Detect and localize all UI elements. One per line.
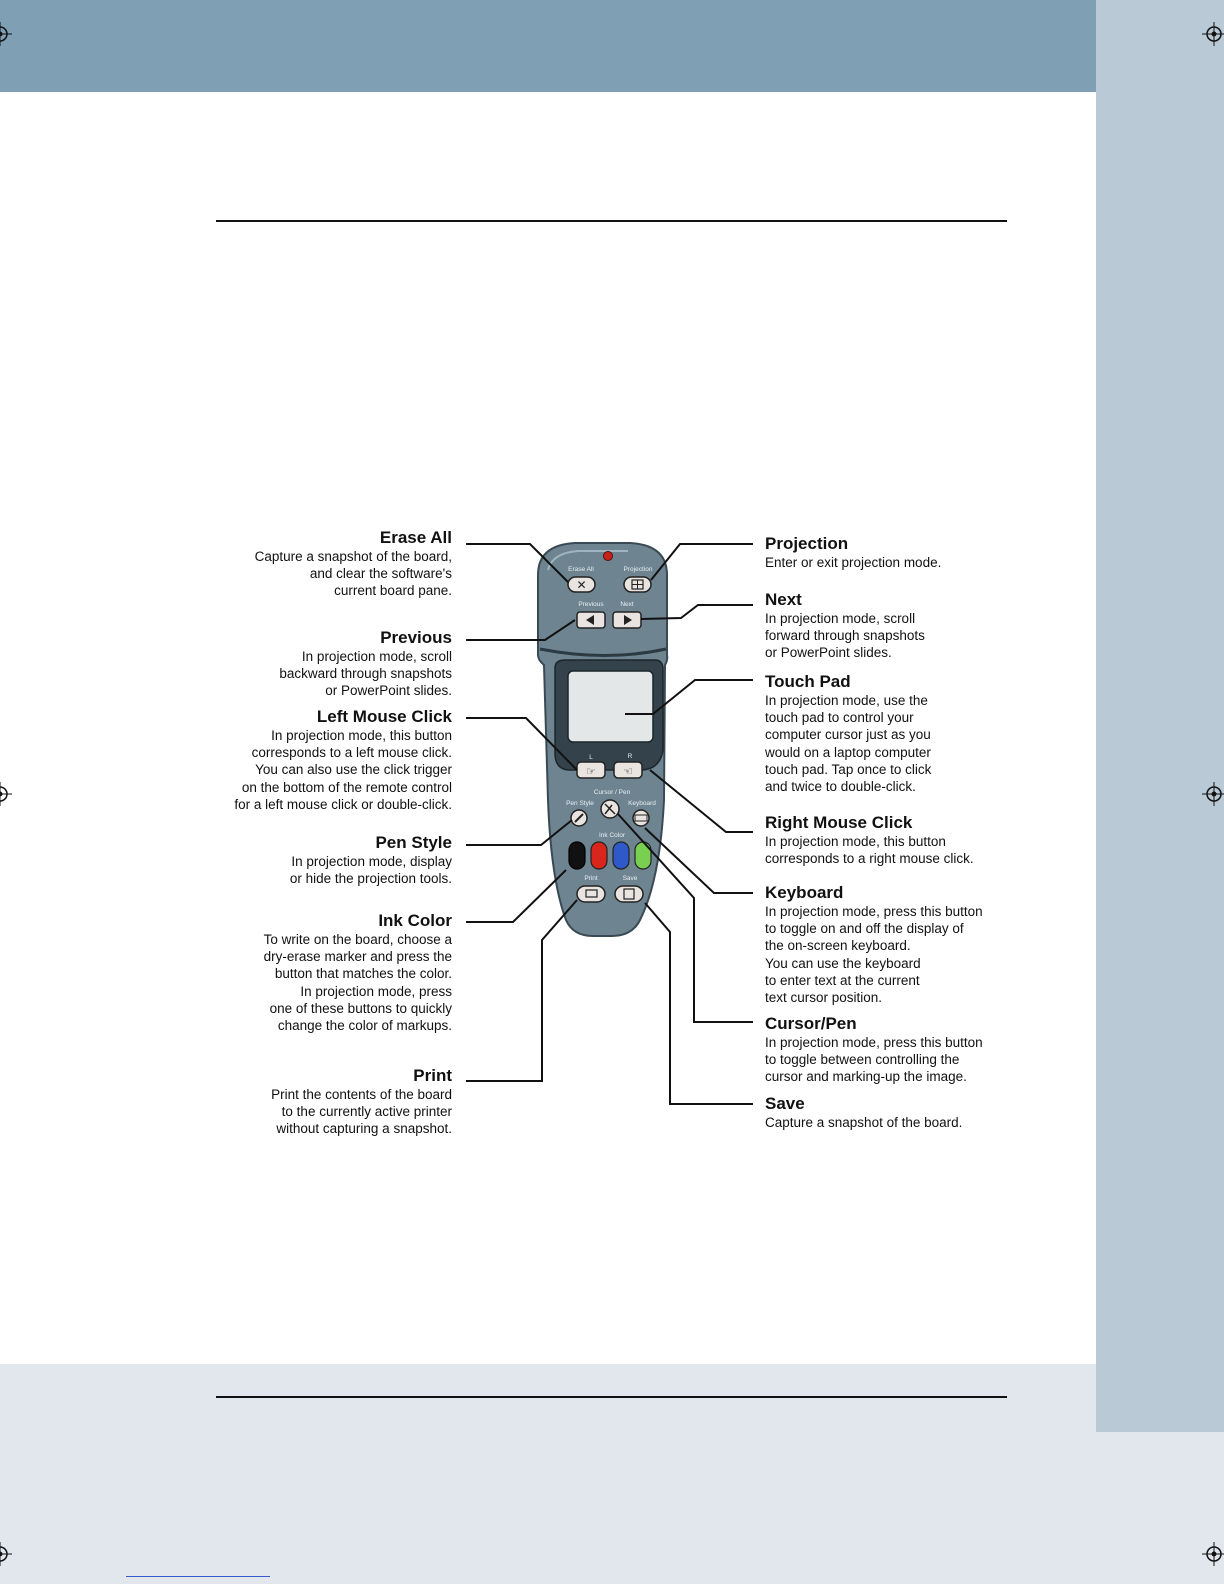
remote-label-ink-color: Ink Color (598, 832, 626, 839)
leader-ink-color (466, 870, 566, 922)
remote-label-previous: Previous (578, 601, 604, 608)
callout-title: Projection (765, 534, 849, 553)
callout-description: To write on the board, choose a dry-erase marker and press the button that matches the color. In projection mode, press one of these buttons to quickly change the color of markups. (263, 932, 452, 1034)
ink-green-button (635, 842, 651, 869)
callout-description: Print the contents of the board to the currently active printer without capturing a snapshot. (271, 1087, 452, 1137)
callout-left-mouse-click (216, 707, 452, 813)
remote-label-keyboard: Keyboard (628, 800, 656, 807)
callout-next (765, 590, 1013, 662)
remote-label-erase-all: Erase All (568, 566, 594, 573)
callout-description: Capture a snapshot of the board. (765, 1115, 963, 1130)
remote-label-l: L (589, 754, 593, 761)
remote-label-cursor-pen: Cursor / Pen (593, 789, 631, 796)
callout-title: Pen Style (375, 833, 452, 852)
leader-right-click (650, 770, 753, 832)
callout-ink-color (216, 911, 452, 1034)
callout-description: In projection mode, display or hide the projection tools. (289, 854, 452, 887)
erase-all-x-icon: ✕ (576, 578, 587, 592)
callout-title: Keyboard (765, 883, 844, 902)
callout-previous (216, 628, 452, 700)
callout-print (216, 1066, 452, 1138)
ink-blue-button (613, 842, 629, 869)
callout-keyboard (765, 883, 1013, 1006)
callout-description: Capture a snapshot of the board, and clear the software's current board pane. (254, 549, 452, 599)
remote-label-r: R (627, 753, 633, 760)
callout-title: Print (413, 1066, 452, 1085)
remote-label-projection: Projection (623, 566, 653, 573)
leader-save (645, 903, 753, 1104)
callout-title: Touch Pad (765, 672, 851, 691)
callout-save (765, 1094, 1013, 1131)
remote-label-print: Print (584, 875, 598, 882)
callout-description: Enter or exit projection mode. (765, 555, 942, 570)
callout-title: Erase All (379, 528, 452, 547)
print-button (577, 886, 605, 902)
callout-description: In projection mode, press this button to toggle between controlling the cursor and marking-up the image. (765, 1035, 983, 1085)
leader-print (466, 900, 577, 1081)
remote-label-pen-style: Pen Style (566, 800, 594, 807)
callout-title: Save (765, 1094, 805, 1113)
callout-description: In projection mode, press this button to toggle on and off the display of the on-screen keyboard. You can use the keyboard to enter text at the current text cursor position. (765, 904, 983, 1006)
ink-black-button (569, 842, 585, 869)
remote-label-save: Save (622, 875, 638, 882)
callout-title: Right Mouse Click (765, 813, 913, 832)
ink-red-button (591, 842, 607, 869)
callout-title: Left Mouse Click (316, 707, 452, 726)
callout-title: Cursor/Pen (765, 1014, 857, 1033)
callout-description: In projection mode, scroll backward through snapshots or PowerPoint slides. (279, 649, 452, 699)
callout-projection (765, 534, 1013, 571)
callout-title: Ink Color (378, 911, 452, 930)
callout-title: Previous (380, 628, 452, 647)
remote-label-next: Next (620, 601, 634, 608)
callout-cursor-pen (765, 1014, 1013, 1086)
callout-description: In projection mode, scroll forward through snapshots or PowerPoint slides. (765, 611, 925, 661)
callout-title: Next (765, 590, 802, 609)
callout-description: In projection mode, use the touch pad to control your computer cursor just as you would on a laptop computer touch pad. Tap once to click and twice to double-click. (765, 693, 932, 795)
callout-description: In projection mode, this button corresponds to a right mouse click. (765, 834, 974, 867)
status-led (604, 552, 613, 561)
hand-pointer-icon: ☞ (586, 766, 596, 778)
callout-pen-style (216, 833, 452, 887)
callout-erase-all (216, 528, 452, 600)
callout-right-mouse-click (765, 813, 1013, 867)
hand-pointer-icon: ☜ (623, 766, 633, 778)
callout-description: In projection mode, this button corresponds to a left mouse click. You can also use the click trigger on the bottom of the remote control for a left mouse click or double-click. (234, 728, 452, 812)
callout-touch-pad (765, 672, 1013, 795)
touch-pad (568, 671, 653, 742)
